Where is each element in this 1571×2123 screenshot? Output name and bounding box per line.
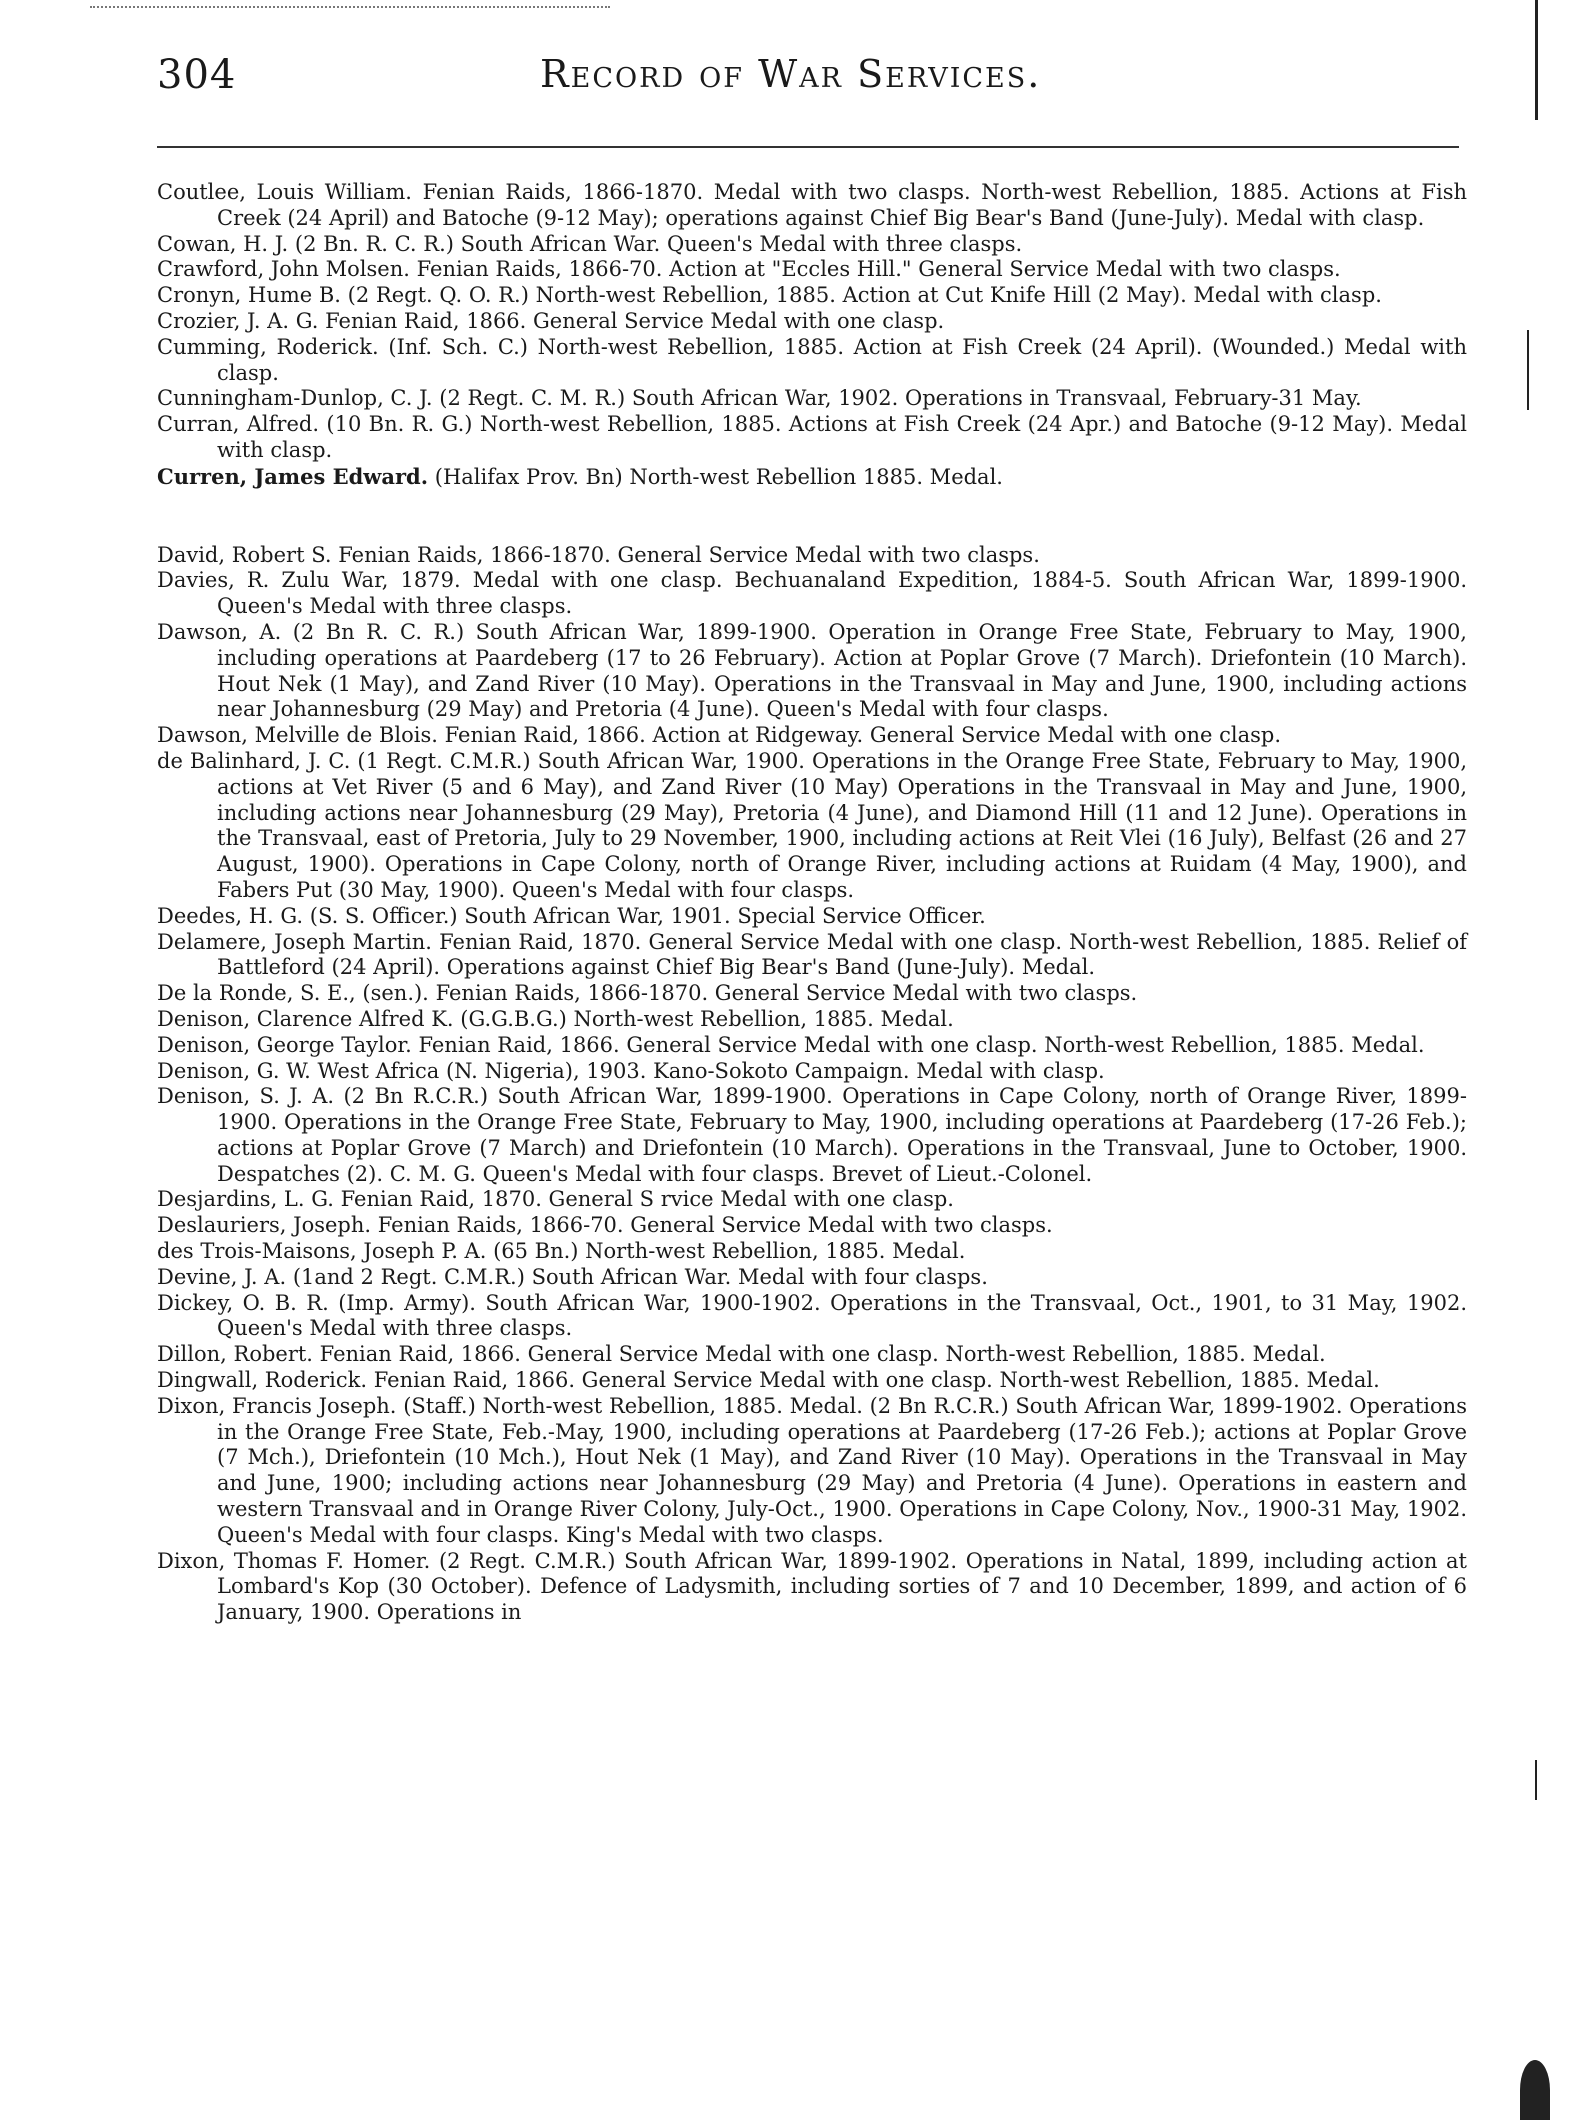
edge-mark-lower (1535, 1760, 1537, 1800)
header-rule (157, 146, 1459, 148)
entry: Dingwall, Roderick. Fenian Raid, 1866. General Service Medal with one clasp. North-west Rebellion, 1885. Medal. (157, 1368, 1380, 1393)
entry: Denison, G. W. West Africa (N. Nigeria), 1903. Kano-Sokoto Campaign. Medal with clasp. (157, 1058, 1105, 1083)
entry: Cunningham-Dunlop, C. J. (2 Regt. C. M. R.) South African War, 1902. Operations in Transvaal, February-31 May. (157, 386, 1362, 411)
entry: Davies, R. Zulu War, 1879. Medal with one clasp. Bechuanaland Expedition, 1884-5. South African War, 1899-1900. Queen's Medal with three clasps. (157, 568, 1467, 619)
entry: Crawford, John Molsen. Fenian Raids, 1866-70. Action at "Eccles Hill." General Service Medal with two clasps. (157, 257, 1341, 282)
entry: Curren, James Edward. (Halifax Prov. Bn) North-west Rebellion 1885. Medal. (157, 463, 1003, 489)
entry: Dawson, Melville de Blois. Fenian Raid, 1866. Action at Ridgeway. General Service Medal with one clasp. (157, 723, 1282, 748)
entry: des Trois-Maisons, Joseph P. A. (65 Bn.) North-west Rebellion, 1885. Medal. (157, 1239, 966, 1264)
entry: De la Ronde, S. E., (sen.). Fenian Raids, 1866-1870. General Service Medal with two clasps. (157, 981, 1138, 1006)
entry: Deslauriers, Joseph. Fenian Raids, 1866-70. General Service Medal with two clasps. (157, 1213, 1053, 1238)
entry: Denison, S. J. A. (2 Bn R.C.R.) South African War, 1899-1900. Operations in Cape Colony, north of Orange River, 1899-1900. Operations in the Orange Free State, February to May, 1900, including operations at Paardeberg (17-26 Feb.); actions at Poplar Grove (7 March) and Driefontein (10 March). Operations in the Transvaal, June to October, 1900. Despatches (2). C. M. G. Queen's Medal with four clasps. Brevet of Lieut.-Colonel. (157, 1084, 1467, 1186)
entry: Denison, Clarence Alfred K. (G.G.B.G.) North-west Rebellion, 1885. Medal. (157, 1006, 954, 1031)
entry: de Balinhard, J. C. (1 Regt. C.M.R.) South African War, 1900. Operations in the Orange Free State, February to May, 1900, actions at Vet River (5 and 6 May), and Zand River (10 May) Operations in the Transvaal in May and June, 1900, including actions near Johannesburg (29 May), Pretoria (4 June), and Diamond Hill (11 and 12 June). Operations in the Transvaal, east of Pretoria, July to 29 November, 1900, including actions at Reit Vlei (16 July), Belfast (26 and 27 August, 1900). Operations in Cape Colony, north of Orange River, including actions at Ruidam (4 May, 1900), and Fabers Put (30 May, 1900). Queen's Medal with four clasps. (157, 748, 1467, 902)
entry: Cronyn, Hume B. (2 Regt. Q. O. R.) North-west Rebellion, 1885. Action at Cut Knife Hill (2 May). Medal with clasp. (157, 283, 1382, 308)
edge-mark-mid (1527, 330, 1529, 410)
edge-mark-bottom (1520, 2060, 1550, 2120)
entry: Curran, Alfred. (10 Bn. R. G.) North-west Rebellion, 1885. Actions at Fish Creek (24 Apr.) and Batoche (9-12 May). Medal with clasp. (157, 412, 1467, 462)
running-title: Record of War Services. (540, 52, 1042, 96)
entries-content (157, 180, 1467, 1626)
entry: Denison, George Taylor. Fenian Raid, 1866. General Service Medal with one clasp. North-west Rebellion, 1885. Medal. (157, 1032, 1425, 1057)
entry: Cowan, H. J. (2 Bn. R. C. R.) South African War. Queen's Medal with three clasps. (157, 231, 1023, 256)
entry: Dawson, A. (2 Bn R. C. R.) South African War, 1899-1900. Operation in Orange Free State, February to May, 1900, including operations at Paardeberg (17 to 26 February). Action at Poplar Grove (7 March). Driefontein (10 March). Hout Nek (1 May), and Zand River (10 May). Operations in the Transvaal in May and June, 1900, including actions near Johannesburg (29 May) and Pretoria (4 June). Queen's Medal with four clasps. (157, 619, 1467, 722)
entry: Dickey, O. B. R. (Imp. Army). South African War, 1900-1902. Operations in the Transvaal, Oct., 1901, to 31 May, 1902. Queen's Medal with three clasps. (157, 1290, 1467, 1341)
top-dotted-rule (90, 6, 610, 8)
entry: Deedes, H. G. (S. S. Officer.) South African War, 1901. Special Service Officer. (157, 903, 986, 928)
section-c (157, 180, 1467, 491)
entry: Delamere, Joseph Martin. Fenian Raid, 1870. General Service Medal with one clasp. North-west Rebellion, 1885. Relief of Battleford (24 April). Operations against Chief Big Bear's Band (June-July). Medal. (157, 929, 1467, 980)
entry: Dixon, Thomas F. Homer. (2 Regt. C.M.R.) South African War, 1899-1902. Operations in Natal, 1899, including action at Lombard's Kop (30 October). Defence of Ladysmith, including sorties of 7 and 10 December, 1899, and action of 6 January, 1900. Operations in (157, 1548, 1467, 1625)
section-d (157, 543, 1467, 1626)
section-gap (157, 491, 1467, 543)
entry: Coutlee, Louis William. Fenian Raids, 1866-1870. Medal with two clasps. North-west Rebellion, 1885. Actions at Fish Creek (24 April) and Batoche (9-12 May); operations against Chief Big Bear's Band (June-July). Medal with clasp. (157, 180, 1467, 230)
entry: Dixon, Francis Joseph. (Staff.) North-west Rebellion, 1885. Medal. (2 Bn R.C.R.) South African War, 1899-1902. Operations in the Orange Free State, Feb.-May, 1900, including operations at Paardeberg (17-26 Feb.); actions at Poplar Grove (7 Mch.), Driefontein (10 Mch.), Hout Nek (1 May), and Zand River (10 May). Operations in the Transvaal in May and June, 1900; including actions near Johannesburg (29 May) and Pretoria (4 June). Operations in eastern and western Transvaal and in Orange River Colony, July-Oct., 1900. Operations in Cape Colony, Nov., 1900-31 May, 1902. Queen's Medal with four clasps. King's Medal with two clasps. (157, 1393, 1467, 1547)
edge-mark-top (1535, 0, 1538, 120)
page-number: 304 (157, 52, 237, 98)
entry: Cumming, Roderick. (Inf. Sch. C.) North-west Rebellion, 1885. Action at Fish Creek (24 April). (Wounded.) Medal with clasp. (157, 334, 1467, 385)
entry: Desjardins, L. G. Fenian Raid, 1870. General S rvice Medal with one clasp. (157, 1187, 954, 1212)
entry: Dillon, Robert. Fenian Raid, 1866. General Service Medal with one clasp. North-west Rebellion, 1885. Medal. (157, 1342, 1326, 1367)
entry: David, Robert S. Fenian Raids, 1866-1870. General Service Medal with two clasps. (157, 542, 1040, 567)
entry: Crozier, J. A. G. Fenian Raid, 1866. General Service Medal with one clasp. (157, 308, 945, 333)
entry: Devine, J. A. (1and 2 Regt. C.M.R.) South African War. Medal with four clasps. (157, 1264, 988, 1289)
